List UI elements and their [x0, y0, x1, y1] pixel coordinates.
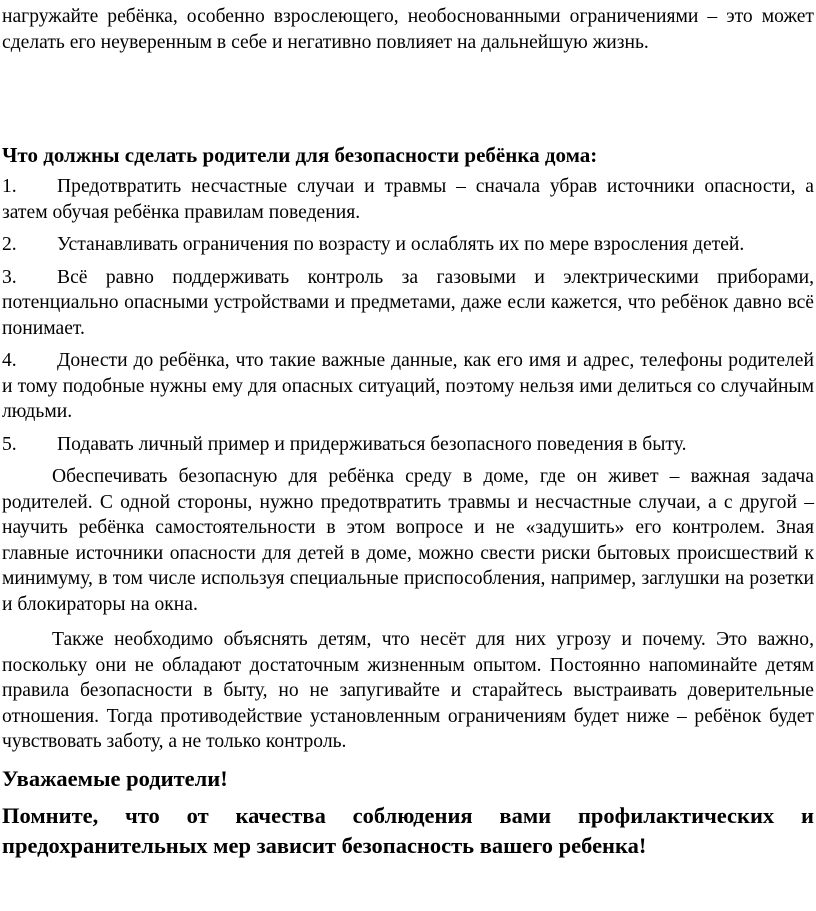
list-item-number: 3. [2, 266, 17, 288]
list-item [2, 432, 814, 458]
list-item-text: Всё равно поддерживать контроль за газовыми и электрическими приборами, потенциально опасными устройствами и предметами, даже если кажется, что ребёнок давно всё понимает. [2, 266, 814, 339]
closing-message: Помните, что от качества соблюдения вами профилактических и предохранительных мер зависит безопасность вашего ребенка! [2, 802, 814, 858]
body-paragraph-explain-dangers: Также необходимо объяснять детям, что несёт для них угрозу и почему. Это важно, поскольку они не обладают достаточным жизненным опытом. Постоянно напоминайте детям правила безопасности в быту, но не запугивайте и старайтесь выстраивать доверительные отношения. Тогда противодействие установленным ограничениям будет ниже – ребёнок будет чувствовать заботу, а не только контроль. [2, 629, 814, 752]
list-item-number: 2. [2, 234, 17, 255]
list-item-text: Подавать личный пример и придерживаться безопасного поведения в быту. [57, 433, 687, 455]
safety-list [2, 174, 814, 457]
list-item [2, 232, 814, 258]
list-item-number: 4. [2, 350, 17, 371]
body-paragraph-safe-environment: Обеспечивать безопасную для ребёнка среду в доме, где он живет – важная задача родителей. С одной стороны, нужно предотвратить травмы и несчастные случаи, а с другой – научить ребёнка самостоятельности в этом вопросе и не «задушить» его контролем. Зная главные источники опасности для детей в доме, можно свести риски бытовых происшествий к минимуму, в том числе используя специальные приспособления, например, заглушки на розетки и блокираторы на окна. [2, 466, 814, 615]
list-item-text: Донести до ребёнка, что такие важные данные, как его имя и адрес, телефоны родителей и тому подобные нужны ему для опасных ситуаций, поэтому нельзя ими делиться со случайным людьми. [2, 350, 814, 422]
list-item-number: 5. [2, 433, 17, 455]
section-heading: Что должны сделать родители для безопасности ребёнка дома: [2, 143, 598, 167]
closing-greeting: Уважаемые родители! [2, 765, 228, 791]
list-item-number: 1. [2, 176, 17, 197]
list-item [2, 265, 814, 342]
list-item-text: Предотвратить несчастные случаи и травмы – сначала убрав источники опасности, а затем обучая ребёнка правилам поведения. [2, 176, 814, 223]
list-item [2, 174, 814, 225]
list-item [2, 348, 814, 425]
intro-paragraph: нагружайте ребёнка, особенно взрослеющего, необоснованными ограничениями – это может сделать его неуверенным в себе и негативно повлияет на дальнейшую жизнь. [2, 6, 814, 53]
list-item-text: Устанавливать ограничения по возрасту и ослаблять их по мере взросления детей. [57, 234, 745, 255]
